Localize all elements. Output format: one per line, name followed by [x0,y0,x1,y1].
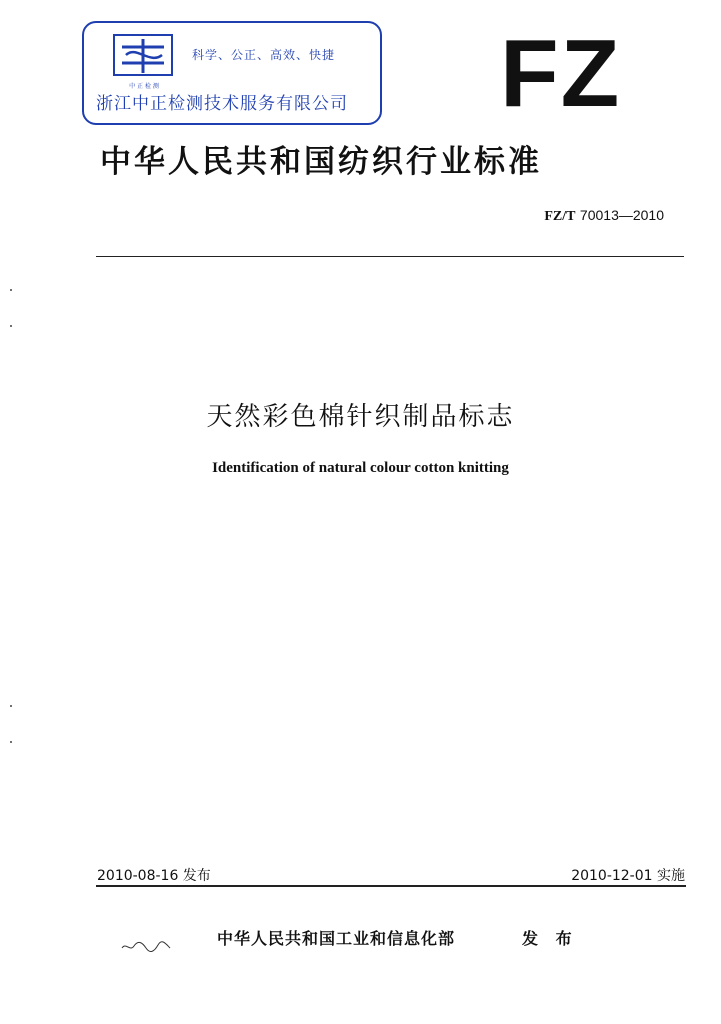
scan-speck [10,741,12,743]
stamp-organization: 浙江中正检测技术服务有限公司 [96,94,348,114]
issue-date: 2010-08-16 发布 [97,868,211,884]
standard-title: 中华人民共和国纺织行业标准 [100,144,542,180]
stamp-slogan: 科学、公正、高效、快捷 [192,48,336,62]
scan-speck [10,289,12,291]
scan-speck [10,325,12,327]
footer-divider [96,885,686,887]
inspection-stamp [82,21,382,125]
document-title-english: Identification of natural colour cotton knitting [212,460,509,476]
zhongzheng-logo-icon [112,33,176,91]
document-title: 天然彩色棉针织制品标志 [206,402,515,432]
publish-label: 发 布 [522,929,578,948]
standard-code-number: 70013—2010 [579,207,664,223]
scan-speck [10,705,12,707]
implementation-date: 2010-12-01 实施 [571,868,685,884]
handwritten-mark-icon [120,938,172,954]
publisher: 中华人民共和国工业和信息化部 [217,929,456,948]
fz-mark: FZ [500,20,622,127]
standard-code-prefix: FZ/T [544,209,576,224]
logo-caption: 中 正 检 测 [129,83,159,90]
header-divider [96,256,684,257]
standard-code [544,207,664,225]
